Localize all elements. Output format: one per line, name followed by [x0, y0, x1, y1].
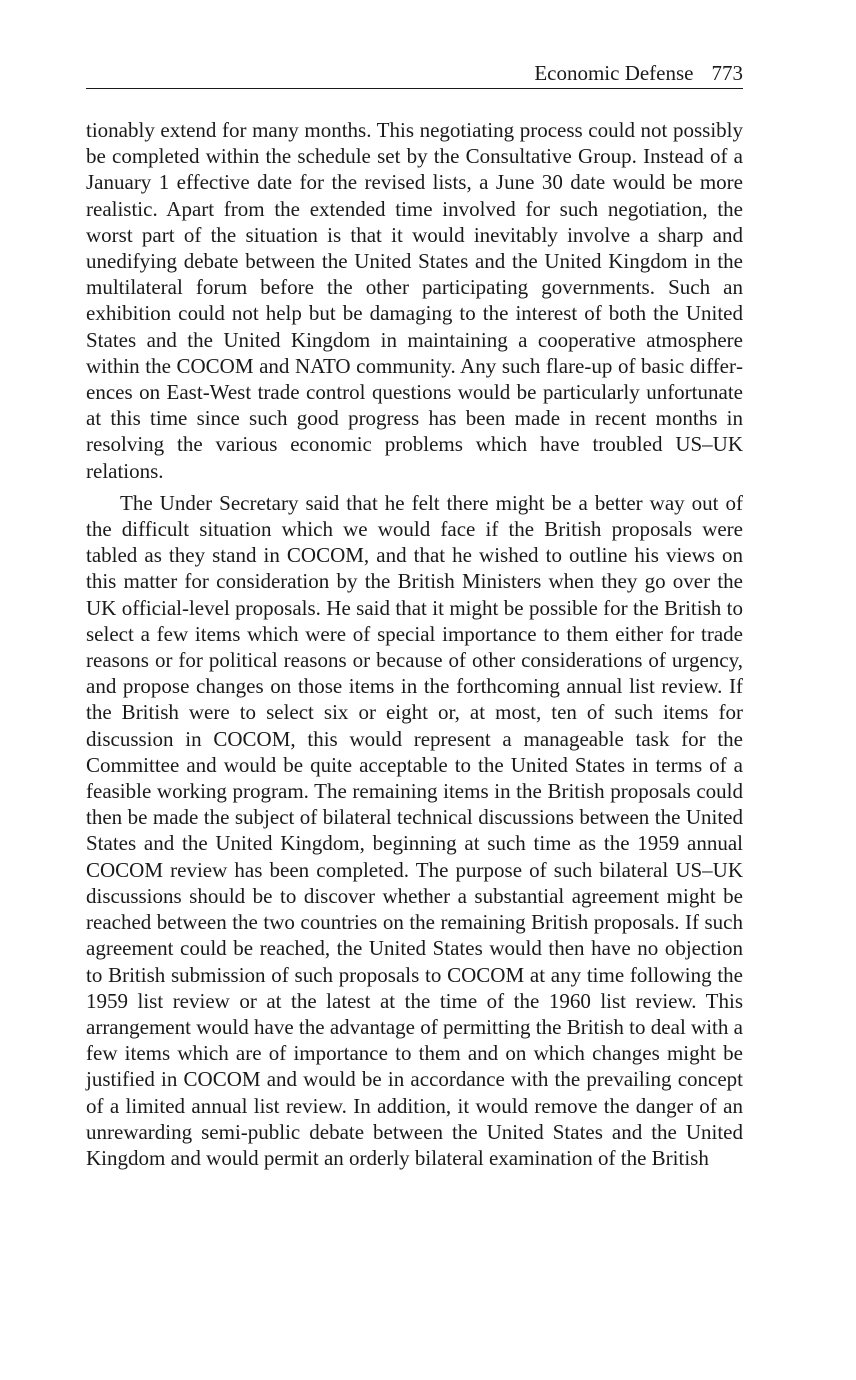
paragraph: tionably extend for many months. This negotiating process could not possibly be completed within the schedule set by the Consultative Group. Instead of a January 1 effective date for the revised lists, a June 30 date would be more realistic. Apart from the extended time involved for such negotiation, the worst part of the situation is that it would inevitably involve a sharp and unedifying debate between the United States and the United Kingdom in the multilateral forum before the other participating governments. Such an exhibition could not help but be damaging to the interest of both the United States and the United Kingdom in maintaining a cooperative atmosphere within the COCOM and NATO community. Any such flare-up of basic differences on East-West trade control questions would be particularly unfortunate at this time since such good progress has been made in recent months in resolving the various economic problems which have troubled US–UK relations. — [86, 118, 743, 483]
running-head-title: Economic Defense — [534, 61, 694, 85]
running-head — [86, 60, 743, 89]
paragraph: The Under Secretary said that he felt there might be a better way out of the difficult situation which we would face if the British proposals were tabled as they stand in COCOM, and that he wished to outline his views on this matter for consideration by the British Ministers when they go over the UK official-level proposals. He said that it might be possible for the British to select a few items which were of special importance to them either for trade reasons or for political reasons or because of other considerations of urgency, and propose changes on those items in the forthcoming annual list review. If the British were to select six or eight or, at most, ten of such items for discussion in COCOM, this would represent a manageable task for the Committee and would be quite acceptable to the United States in terms of a feasible working program. The remaining items in the British proposals could then be made the subject of bilateral technical discussions between the United States and the United Kingdom, beginning at such time as the 1959 annual COCOM review has been completed. The purpose of such bilateral US–UK discussions should be to discover whether a substantial agreement might be reached between the two countries on the remaining British proposals. If such agreement could be reached, the United States would then have no objection to British submission of such proposals to COCOM at any time following the 1959 list review or at the latest at the time of the 1960 list review. This arrangement would have the advantage of permitting the British to deal with a few items which are of importance to them and on which changes might be justified in COCOM and would be in accordance with the prevailing concept of a limited annual list review. In addition, it would remove the danger of an unrewarding semi-public debate between the United States and the United Kingdom and would permit an orderly bilateral examination of the British — [86, 490, 743, 1170]
book-page — [86, 60, 743, 1171]
page-number: 773 — [711, 61, 743, 85]
body-text — [86, 117, 743, 1171]
